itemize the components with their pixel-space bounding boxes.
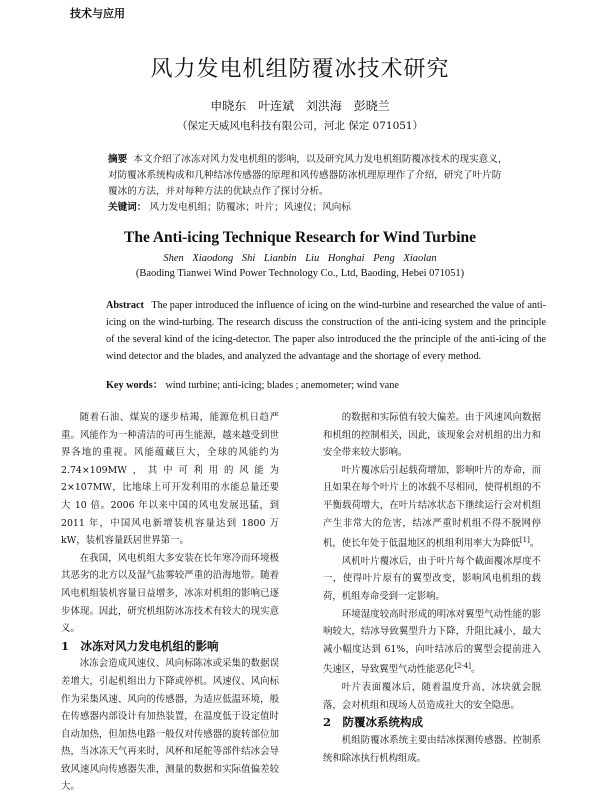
affiliation-cn: （保定天威风电科技有限公司，河北 保定 071051）	[176, 120, 424, 132]
keywords-cn-label: 关键词：	[108, 202, 147, 213]
body-column-left	[61, 409, 279, 796]
paragraph	[323, 462, 541, 553]
keywords-en-label: Key words：	[106, 380, 163, 391]
section-heading-1: 1 冰冻对风力发电机组的影响	[61, 638, 219, 653]
abstract-en-label: Abstract	[106, 300, 144, 311]
section-tag: 技术与应用	[70, 7, 125, 20]
citation-ref: [2-4]	[454, 662, 471, 671]
authors-en	[0, 253, 600, 264]
paragraph-end: 。	[529, 538, 540, 550]
abstract-en-text: The paper introduced the influence of icing on the wind-turbine and researched the value of anti-icing on the wind-turbing. The research discuss the construction of the anti-icing system and the principle of the several kind of the icing-detector. The paper also introduced the the principle of the anti-icing of the wind detector and the blades, and analyzed the advantage and the shortage of every method.	[106, 300, 546, 362]
paragraph: 在我国，风电机组大多安装在长年寒冷而环境极其恶劣的北方以及湿气盐雾较严重的沿海地带。随着风电机组装机容量日益增多，冰冻对机组的影响已逐步体现。因此，研究机组防冰冻技术有较大的现实意义。	[61, 552, 279, 635]
paragraph: 的数据和实际值有较大偏差。由于风速风向数据和机组的控制相关，因此，该现象会对机组的出力和安全带来较大影响。	[323, 412, 541, 459]
keywords-cn-text: 风力发电机组；防覆冰；叶片；风速仪；风向标	[149, 202, 351, 213]
author-en-4: Peng Xiaolan	[373, 253, 437, 264]
keywords-en	[106, 376, 546, 391]
paragraph: 机组防覆冰系统主要由结冰探测传感器、控制系统和除冰执行机构组成。	[323, 734, 541, 764]
author-cn-4: 彭晓兰	[353, 99, 390, 113]
paragraph-end: 。	[471, 664, 481, 676]
author-en-3: Liu Honghai	[305, 253, 365, 264]
paragraph: 叶片表面覆冰后，随着温度升高，冰块就会脱落，会对机组和现场人员造成社大的安全隐患。	[323, 682, 541, 711]
author-en-1: Shen Xiaodong	[163, 253, 234, 264]
abstract-cn-label: 摘要	[108, 154, 128, 165]
paragraph-text: 环境湿度较高时形成的明冰对翼型气动性能的影响较大，结冰导致翼型升力下降，升阻比减小，最大减小幅度达到 61%，向叶结冰后的翼型会提前进入失速区，导致翼型气动性能恶化	[323, 608, 541, 676]
keywords-en-text: wind turbine; anti-icing; blades ; anemometer; wind vane	[165, 380, 399, 391]
author-cn-1: 申晓东	[210, 99, 247, 113]
affiliation-en: (Baoding Tianwei Wind Power Technology Co., Ltd, Baoding, Hebei 071051)	[135, 268, 465, 279]
citation-ref: [1]	[519, 536, 530, 545]
abstract-cn-text: 本文介绍了冰冻对风力发电机组的影响，以及研究风力发电机组防覆冰技术的现实意义，对防覆冰系统构成和几种结冰传感器的原理和风传感器防冰机理原理作了介绍，研究了叶片防覆冰的方法，并对每种方法的优缺点作了探讨分析。	[108, 154, 508, 197]
body-column-right	[323, 409, 541, 767]
author-cn-2: 叶连斌	[258, 99, 295, 113]
paragraph: 风机叶片覆冰后，由于叶片每个截面覆冰厚度不一，使得叶片原有的翼型改变，影响风电机组的载荷，机组寿命受到一定影响。	[323, 555, 541, 603]
paragraph: 随着石油、煤炭的逐步枯竭，能源危机日趋严重。风能作为一种清洁的可再生能源，越来越受到世界各地的重视。风能蕴藏巨大，全球的风能约为 2.74×109MW，其中可利用的风能为 2×107MW，比地球上可开发利用的水能总量还要大 10 倍。2006 年以来中国的风电发展迅猛，到 2011 年，中国风电新增装机容量达到 1800 万 kW，装机容量跃居世界第一。	[61, 412, 279, 547]
keywords-cn	[108, 199, 508, 213]
author-cn-3: 刘洪海	[305, 99, 342, 113]
author-en-2: Shi Lianbin	[241, 253, 297, 264]
paper-title-cn: 风力发电机组防覆冰技术研究	[150, 57, 450, 82]
abstract-cn	[108, 152, 508, 200]
paragraph: 冰冻会造成风速仪、风向标陈冰或采集的数据误差增大，引起机组出力下降或停机。风速仪、风向标作为采集风速、风向的传感器，为适应低温环境，般在传感器内部设计有加热装置，在温度低于设定值时自动加热，但加热电路一般仅对传感器的旋转部位加热，当冰冻天气再来时，风杯和尾舵等部件结冰会导致风速风向传感器失准，测量的数据和实际值偏差较大。	[61, 658, 279, 793]
paragraph-text: 叶片覆冰后引起载荷增加，影响叶片的寿命，而且如果在每个叶片上的冰载不尽相同，使得机组的不平衡载荷增大，在叶片结冰状态下继续运行会对机组产生非常大的危害，结冰严重时机组不得不脱网停机，使长年处于低温地区的机组利用率大为降低	[323, 464, 541, 550]
section-heading-2: 2 防覆冰系统构成	[323, 715, 424, 730]
paper-title-en: The Anti-icing Technique Research for Wind Turbine	[124, 229, 476, 246]
paragraph	[323, 606, 541, 680]
authors-cn	[0, 97, 600, 114]
abstract-en	[106, 297, 546, 365]
